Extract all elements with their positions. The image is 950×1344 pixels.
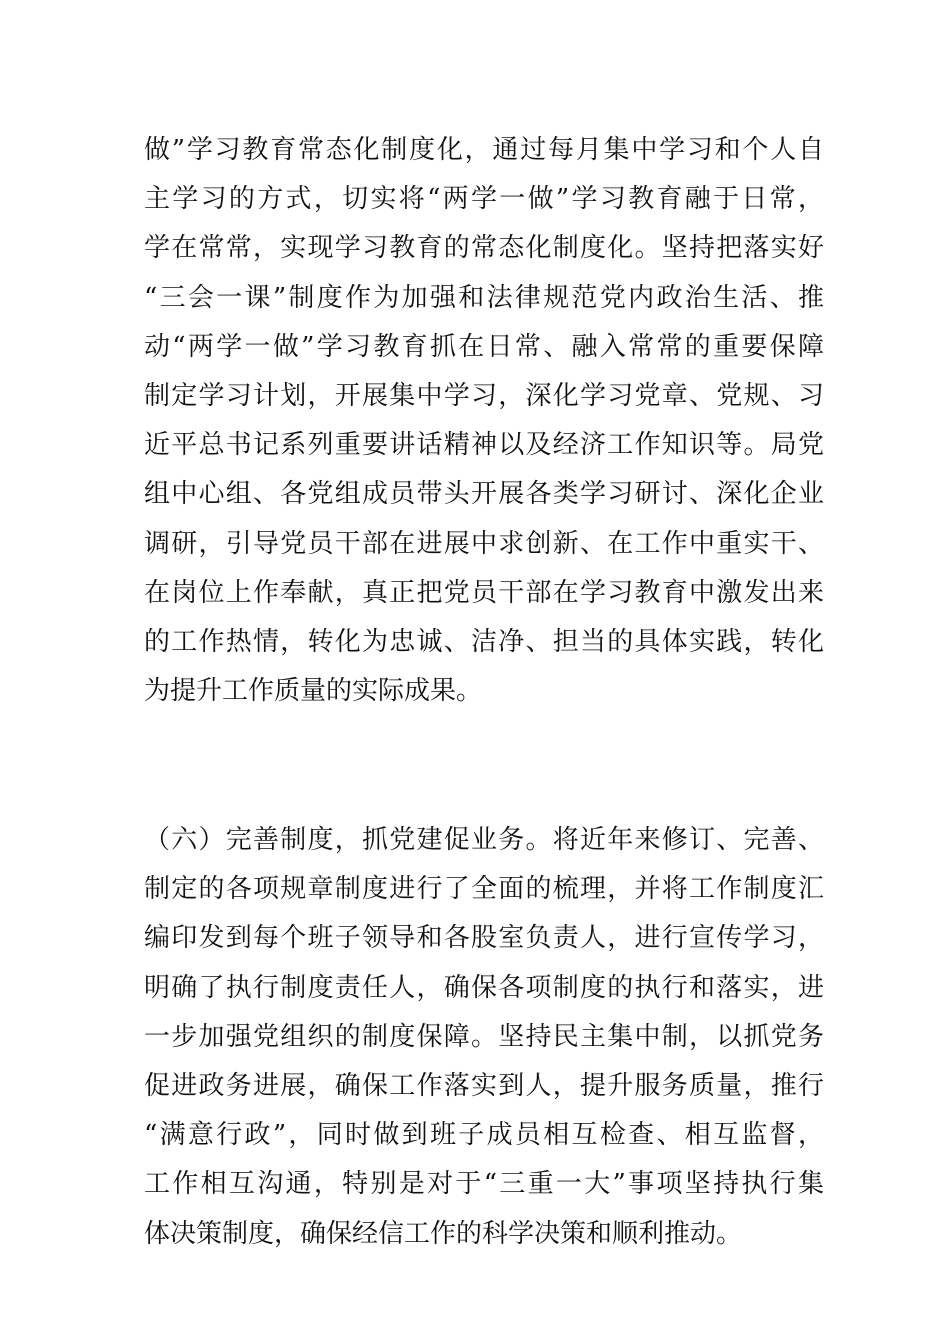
paragraph-study-education xyxy=(144,126,824,716)
text-line: 近平总书记系列重要讲话精神以及经济工作知识等。局党 xyxy=(144,430,824,461)
text-line: 动“两学一做”学习教育抓在日常、融入常常的重要保障 xyxy=(144,331,824,362)
text-line: 组中心组、各党组成员带头开展各类学习研讨、深化企业 xyxy=(144,479,824,510)
text-line: “满意行政”，同时做到班子成员相互检查、相互监督， xyxy=(144,1120,824,1151)
text-line: 明确了执行制度责任人，确保各项制度的执行和落实，进 xyxy=(144,972,824,1003)
paragraph-section-six xyxy=(144,816,824,1259)
section-heading-line: （六）完善制度，抓党建促业务。将近年来修订、完善、 xyxy=(144,825,824,855)
text-line: 主学习的方式，切实将“两学一做”学习教育融于日常， xyxy=(144,184,824,215)
text-line: 制定的各项规章制度进行了全面的梳理，并将工作制度汇 xyxy=(144,874,824,905)
text-line: 在岗位上作奉献，真正把党员干部在学习教育中激发出来 xyxy=(144,577,824,608)
text-line: 学在常常，实现学习教育的常态化制度化。坚持把落实好 xyxy=(144,233,824,264)
text-line: 体决策制度，确保经信工作的科学决策和顺利推动。 xyxy=(144,1218,743,1249)
text-line: 做”学习教育常态化制度化，通过每月集中学习和个人自 xyxy=(144,135,824,165)
text-line: 工作相互沟通，特别是对于“三重一大”事项坚持执行集 xyxy=(144,1169,824,1200)
text-line: 的工作热情，转化为忠诚、洁净、担当的具体实践，转化 xyxy=(144,626,824,657)
text-line: 促进政务进展，确保工作落实到人，提升服务质量，推行 xyxy=(144,1070,824,1101)
text-line: 编印发到每个班子领导和各股室负责人，进行宣传学习， xyxy=(144,923,824,954)
text-line: 调研，引导党员干部在进展中求创新、在工作中重实干、 xyxy=(144,528,824,559)
text-line: 制定学习计划，开展集中学习，深化学习党章、党规、习 xyxy=(144,380,824,411)
text-line: “三会一课”制度作为加强和法律规范党内政治生活、推 xyxy=(144,282,824,313)
text-line: 一步加强党组织的制度保障。坚持民主集中制，以抓党务 xyxy=(144,1021,824,1052)
text-line: 为提升工作质量的实际成果。 xyxy=(144,676,483,707)
